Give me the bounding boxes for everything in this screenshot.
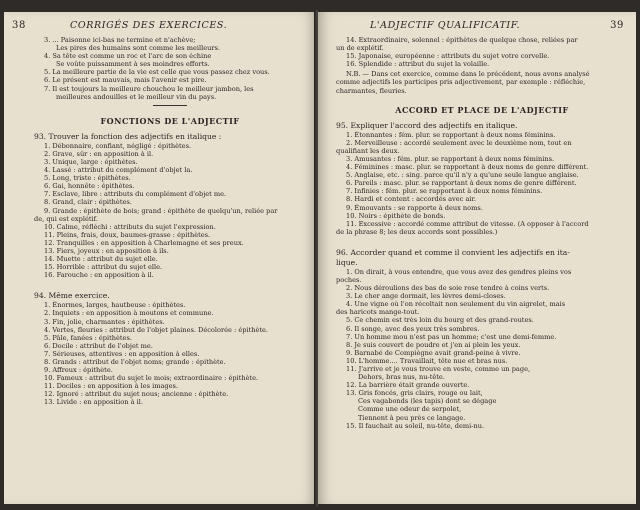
answer-line: 4. Vertes, fleuries : attribut de l'objet plaines. Décolorée : épithète. <box>44 325 269 334</box>
answer-line: Comme une odeur de serpolet, <box>358 405 462 414</box>
answer-line: 11. Pleins, frais, doux, baumes-grasse : épithètes. <box>44 230 211 239</box>
exercise-95-answers <box>336 131 628 236</box>
exercise-94-title: 94. Même exercice. <box>34 291 110 301</box>
answer-line: de la phrase 8; les deux accords sont possibles.) <box>336 227 498 236</box>
answer-line: 4. Féminines : masc. plur. se rapportant à deux noms de genre différent. <box>346 163 589 172</box>
left-page <box>4 12 316 504</box>
answer-line: 9. Affreux : épithète. <box>44 366 113 375</box>
answer-line: 10. Noirs : épithète de bonds. <box>346 211 446 220</box>
answer-line: 6. Pareils : masc. plur. se rapportant à deux noms de genre différent. <box>346 179 577 188</box>
answer-line: 13. Fiers, joyeux : en apposition à ils. <box>44 246 169 255</box>
answer-line: 7. Infinies : fém. plur. se rapportant à deux noms féminins. <box>346 187 543 196</box>
exercise-96-answers <box>336 268 628 430</box>
text-line: meilleures andouilles et le meilleur vin du pays. <box>56 92 217 101</box>
answer-line: 9. Grande : épithète de bois; grand : épithète de quelqu'un, reliée par <box>44 206 278 215</box>
answer-line: 8. Hardi et content : accordés avec air. <box>346 195 477 204</box>
answer-line: 12. La barrière était grande ouverte. <box>346 381 470 390</box>
nota-bene <box>336 70 628 94</box>
answer-line: 1. Étonnantes : fém. plur. se rapportant à deux noms féminins. <box>346 130 556 139</box>
answer-line: 8. Grands : attribut de l'objet noms; grande : épithète. <box>44 358 226 366</box>
left-page-number: 38 <box>12 20 26 31</box>
left-top-lines <box>34 36 306 101</box>
answer-line: 1. Débonnaire, confiant, négligé : épithètes. <box>44 141 192 150</box>
answer-line: qualifiant les deux. <box>336 146 400 155</box>
answer-line: Tiennent à peu près ce langage. <box>358 413 466 422</box>
right-page <box>318 12 636 504</box>
answer-line: 11. Dociles : en apposition à les images. <box>44 382 179 391</box>
exercise-95-title: 95. Expliquer l'accord des adjectifs en italique. <box>336 120 518 130</box>
answer-line: 10. Calme, réfléchi : attributs du sujet l'expression. <box>44 222 216 231</box>
left-page-header <box>12 20 306 34</box>
note-line: N.B. — Dans cet exercice, comme dans le précédent, nous avons analysé <box>346 70 590 79</box>
answer-line: 9. Barnabé de Compiègne avait grand-peine à vivre. <box>346 348 521 357</box>
answer-line: 4. Lassé : attribut du complément d'objet la. <box>44 166 193 175</box>
left-running-title: CORRIGÉS DES EXERCICES. <box>70 20 228 31</box>
text-line: 5. La meilleure partie de la vie est celle que vous passez chez vous. <box>44 68 270 77</box>
answer-line: 12. Tranquilles : en apposition à Charlemagne et ses preux. <box>44 238 244 247</box>
answer-line: 16. Farouche : en apposition à il. <box>44 271 154 280</box>
answer-line: 6. Gai, honnête : épithètes. <box>44 182 135 191</box>
text-line: 7. Il est toujours la meilleure chouchou le meilleur jambon, les <box>44 84 254 93</box>
answer-line: 15. Japonaise, européenne : attributs du sujet votre corvelle. <box>346 52 550 61</box>
answer-line: 6. Il songe, avec des yeux très sombres. <box>346 324 480 333</box>
answer-line: poches. <box>336 275 362 284</box>
answer-line: 8. Je suis couvert de poudre et j'en ai plein les yeux. <box>346 340 521 349</box>
answer-line: 2. Grave, sûr : en apposition à il. <box>44 149 154 158</box>
exercise-93-title: 93. Trouver la fonction des adjectifs en italique : <box>34 131 222 141</box>
answer-line: 3. Amusantes : fém. plur. se rapportant à deux noms féminins. <box>346 154 555 163</box>
exercise-96-title-cont: lique. <box>336 257 358 267</box>
right-page-number: 39 <box>610 20 624 31</box>
answer-line: 3. Le cher ange dormait, les lèvres demi-closes. <box>346 292 506 301</box>
answer-line: 12. Ignoré : attribut du sujet nous; ancienne : épithète. <box>44 390 229 399</box>
answer-line: Ces vagabonds (les tapis) dont se dégage <box>358 397 497 406</box>
text-line: 3. ... Paisonne ici-bas ne termine et n'achève; <box>44 36 196 44</box>
answer-line: 5. Ce chemin est très loin du bourg et des grand-routes. <box>346 316 534 325</box>
answer-line: 8. Grand, clair : épithètes. <box>44 198 132 207</box>
right-section-title: ACCORD ET PLACE DE L'ADJECTIF <box>395 104 569 115</box>
answer-line: 9. Émouvants : se rapporte à deux noms. <box>346 203 483 212</box>
answer-line: 5. Long, triste : épithètes. <box>44 174 131 183</box>
answer-line: 15. Il fauchait au soleil, nu-tête, demi-nu. <box>346 421 485 430</box>
answer-line: 4. Une vigne où l'on récoltait non seulement du vin aigrelet, mais <box>346 300 566 309</box>
answer-line: 16. Splendide : attribut du sujet la volaille. <box>346 60 490 69</box>
right-page-header <box>336 20 628 34</box>
answer-line: 13. Livide : en apposition à il. <box>44 398 143 407</box>
right-top-lines <box>336 36 628 68</box>
exercise-93-answers <box>34 142 306 280</box>
answer-line: 2. Inquiets : en apposition à moutons et commune. <box>44 309 214 318</box>
answer-line: 15. Horrible : attribut du sujet elle. <box>44 263 163 272</box>
text-line: Les pires des humains sont comme les meilleurs. <box>56 44 221 53</box>
answer-line: 6. Docile : attribut de l'objet me. <box>44 341 153 350</box>
left-divider <box>153 105 187 106</box>
answer-line: 2. Merveilleuse : accordé seulement avec le deuxième nom, tout en <box>346 138 572 147</box>
answer-line: 10. L'homme.... Travaillait, tête nue et bras nus. <box>346 356 508 365</box>
note-line: comme adjectifs les participes pris adjectivement, par exemple : réfléchie, <box>336 78 586 87</box>
answer-line: 3. Fin, jolie, charmantes : épithètes. <box>44 317 165 326</box>
answer-line: 13. Gris foncés, gris clairs, rouge ou lait, <box>346 389 483 398</box>
answer-line: 14. Muette : attribut du sujet elle. <box>44 255 158 264</box>
right-running-title: L'ADJECTIF QUALIFICATIF. <box>370 20 521 31</box>
answer-line: un de explétif. <box>336 44 384 53</box>
answer-line: 14. Extraordinaire, solennel : épithètes de quelque chose, reliées par <box>346 36 578 44</box>
answer-line: 11. J'arrive et je vous trouve en veste, comme un page, <box>346 365 531 373</box>
answer-line: 2. Nous déroulions des bas de soie rose tendre à coins verts. <box>346 284 550 293</box>
answer-line: des haricots mange-tout. <box>336 308 420 317</box>
left-section-title: FONCTIONS DE L'ADJECTIF <box>100 115 240 126</box>
answer-line: 11. Excessive : accordé comme attribut de vitesse. (A opposer à l'accord <box>346 219 589 228</box>
answer-line: Dehors, bras nus, nu-tête. <box>358 373 445 382</box>
answer-line: 7. Esclave, libre : attributs du complément d'objet me. <box>44 190 227 199</box>
answer-line: 5. Pâle, fanées : épithètes. <box>44 333 132 342</box>
text-line: Se voûte puissamment à ses moindres efforts. <box>56 60 210 69</box>
answer-line: 7. Un homme mou n'est pas un homme; c'est une demi-femme. <box>346 332 557 341</box>
text-line: 4. Sa tête est comme un roc et l'arc de son échine <box>44 52 212 61</box>
exercise-94-answers <box>34 301 306 406</box>
answer-line: 1. On dirait, à vous entendre, que vous avez des gendres pleins vos <box>346 267 572 276</box>
answer-line: 3. Unique, large : épithètes. <box>44 157 138 166</box>
answer-line: 1. Énormes, larges, hautbeuse : épithètes. <box>44 301 186 310</box>
note-line: charmantes, fleuries. <box>336 86 407 95</box>
answer-line: de, qui est explétif. <box>34 214 98 223</box>
answer-line: 10. Fameux : attribut du sujet le mois; extraordinaire : épithète. <box>44 374 259 383</box>
answer-line: 5. Anglaise, etc. : sing. parce qu'il n'y a qu'une seule langue anglaise. <box>346 171 579 180</box>
text-line: 6. Le présent est mauvais, mais l'avenir est pire. <box>44 76 207 85</box>
answer-line: 7. Sérieuses, attentives : en apposition à elles. <box>44 349 200 358</box>
exercise-96-title: 96. Accorder quand et comme il convient les adjectifs en ita- <box>336 247 570 257</box>
